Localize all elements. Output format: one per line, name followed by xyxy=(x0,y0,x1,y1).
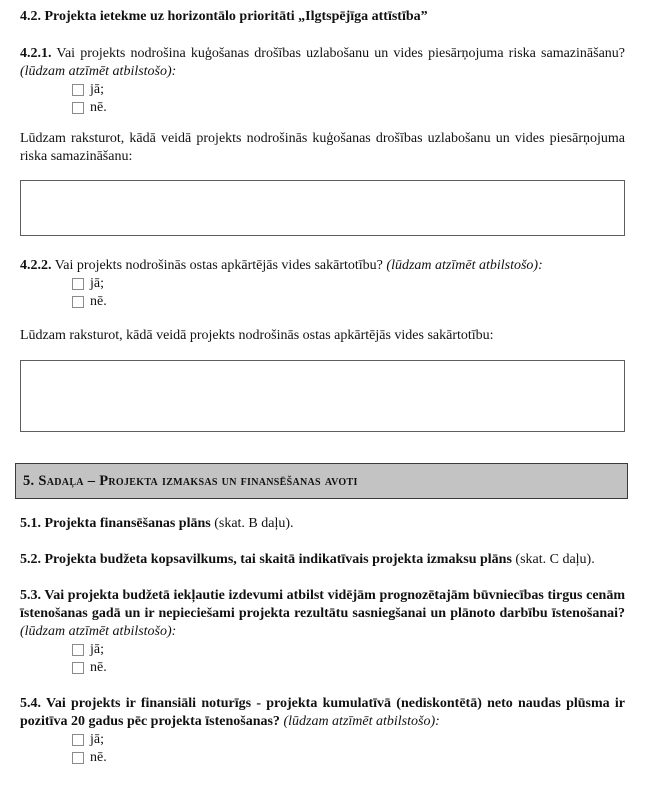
question-5-4-options xyxy=(72,731,625,767)
describe-prompt-4-2-2: Lūdzam raksturot, kādā veidā projekts nodrošinās ostas apkārtējās vides sakārtotību: xyxy=(20,328,494,343)
question-4-2-1-options xyxy=(72,81,625,117)
question-5-3-text: 5.3. Vai projekta budžetā iekļautie izdevumi atbilst vidējām prognozētajām būvniecības tirgus cenām īstenošanas gadā un ir nepieciešami projekta rezultātu sasniegšanai un plānoto darbību īstenošanai? xyxy=(20,588,625,621)
question-4-2-2-options xyxy=(72,275,625,311)
item-5-2-note: (skat. C daļu). xyxy=(515,552,595,567)
question-4-2-1-hint: (lūdzam atzīmēt atbilstošo): xyxy=(20,64,177,79)
q422-ne-checkbox[interactable] xyxy=(72,296,84,308)
question-4-2-2-hint: (lūdzam atzīmēt atbilstošo): xyxy=(386,258,543,273)
question-4-2-2-number: 4.2.2. xyxy=(20,258,52,273)
question-5-4-text: 5.4. Vai projekts ir finansiāli noturīgs - projekta kumulatīvā (nediskontētā) neto naudas plūsma ir pozitīva 20 gadus pēc projekta īstenošanas? xyxy=(20,696,625,729)
question-4-2-1-number: 4.2.1. xyxy=(20,46,52,61)
question-4-2-2 xyxy=(20,257,625,275)
q421-ja-checkbox[interactable] xyxy=(72,84,84,96)
q422-ja-label: jā; xyxy=(90,276,104,291)
q54-ja-checkbox[interactable] xyxy=(72,734,84,746)
item-5-1 xyxy=(20,515,625,533)
item-5-1-title: 5.1. Projekta finansēšanas plāns xyxy=(20,516,211,531)
option-row-ja xyxy=(72,731,625,749)
section-5-header: 5. Sadaļa – Projekta izmaksas un finansēšanas avoti xyxy=(15,463,628,499)
item-5-2 xyxy=(20,551,625,569)
question-5-4 xyxy=(20,695,625,731)
question-5-4-hint: (lūdzam atzīmēt atbilstošo): xyxy=(283,714,440,729)
answer-textarea-4-2-1[interactable] xyxy=(20,180,625,236)
question-5-3-options xyxy=(72,641,625,677)
question-4-2-2-text: Vai projekts nodrošinās ostas apkārtējās vides sakārtotību? xyxy=(54,258,383,273)
option-row-ne xyxy=(72,749,625,767)
q421-ja-label: jā; xyxy=(90,82,104,97)
q53-ja-checkbox[interactable] xyxy=(72,644,84,656)
q54-ja-label: jā; xyxy=(90,732,104,747)
question-5-3-hint: (lūdzam atzīmēt atbilstošo): xyxy=(20,624,177,639)
q53-ja-label: jā; xyxy=(90,642,104,657)
section-4-2-heading: 4.2. Projekta ietekme uz horizontālo prioritāti „Ilgtspējīga attīstība” xyxy=(20,9,428,24)
question-5-3 xyxy=(20,587,625,641)
answer-textarea-4-2-2[interactable] xyxy=(20,360,625,432)
question-4-2-1 xyxy=(20,45,625,81)
q421-ne-checkbox[interactable] xyxy=(72,102,84,114)
option-row-ja xyxy=(72,81,625,99)
item-5-1-note: (skat. B daļu). xyxy=(214,516,294,531)
describe-prompt-4-2-1: Lūdzam raksturot, kādā veidā projekts nodrošinās kuģošanas drošības uzlabošanu un vides piesārņojuma riska samazināšanu: xyxy=(20,131,625,164)
q54-ne-label: nē. xyxy=(90,750,107,765)
option-row-ne xyxy=(72,293,625,311)
q421-ne-label: nē. xyxy=(90,100,107,115)
option-row-ja xyxy=(72,275,625,293)
question-4-2-1-text: Vai projekts nodrošina kuģošanas drošības uzlabošanu un vides piesārņojuma riska samazināšanu? xyxy=(56,46,626,61)
q422-ne-label: nē. xyxy=(90,294,107,309)
option-row-ne xyxy=(72,659,625,677)
q53-ne-label: nē. xyxy=(90,660,107,675)
option-row-ne xyxy=(72,99,625,117)
q53-ne-checkbox[interactable] xyxy=(72,662,84,674)
option-row-ja xyxy=(72,641,625,659)
q54-ne-checkbox[interactable] xyxy=(72,752,84,764)
item-5-2-title: 5.2. Projekta budžeta kopsavilkums, tai skaitā indikatīvais projekta izmaksu plāns xyxy=(20,552,512,567)
q422-ja-checkbox[interactable] xyxy=(72,278,84,290)
